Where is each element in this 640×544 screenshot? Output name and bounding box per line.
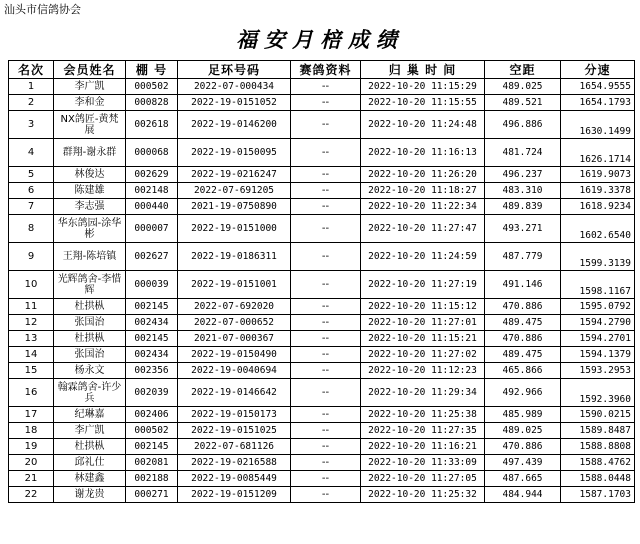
- column-header-rank: 名次: [9, 61, 54, 79]
- cell-info: --: [291, 199, 361, 215]
- cell-ring: 2022-19-0085449: [178, 471, 291, 487]
- cell-speed: 1589.8487: [561, 423, 635, 439]
- results-table: [8, 60, 635, 503]
- cell-rank: 3: [9, 111, 54, 139]
- table-row: [9, 243, 635, 271]
- column-header-time: 归 巢 时 间: [361, 61, 485, 79]
- cell-member: 王翔-陈培镇: [54, 243, 126, 271]
- cell-time: 2022-10-20 11:15:21: [361, 331, 485, 347]
- cell-ring: 2022-07-681126: [178, 439, 291, 455]
- cell-loft: 002434: [126, 347, 178, 363]
- cell-ring: 2022-19-0216588: [178, 455, 291, 471]
- cell-loft: 000502: [126, 79, 178, 95]
- cell-ring: 2022-19-0146642: [178, 379, 291, 407]
- cell-info: --: [291, 139, 361, 167]
- cell-ring: 2022-19-0186311: [178, 243, 291, 271]
- table-row: [9, 455, 635, 471]
- cell-speed: 1587.1703: [561, 487, 635, 503]
- table-body: [9, 79, 635, 503]
- cell-ring: 2022-19-0040694: [178, 363, 291, 379]
- cell-rank: 13: [9, 331, 54, 347]
- cell-ring: 2022-19-0151209: [178, 487, 291, 503]
- cell-speed: 1619.3378: [561, 183, 635, 199]
- cell-time: 2022-10-20 11:16:21: [361, 439, 485, 455]
- cell-ring: 2022-19-0216247: [178, 167, 291, 183]
- cell-member: 李广凯: [54, 423, 126, 439]
- cell-rank: 6: [9, 183, 54, 199]
- cell-speed: 1595.0792: [561, 299, 635, 315]
- cell-rank: 17: [9, 407, 54, 423]
- cell-time: 2022-10-20 11:27:47: [361, 215, 485, 243]
- cell-info: --: [291, 407, 361, 423]
- cell-time: 2022-10-20 11:27:05: [361, 471, 485, 487]
- table-row: [9, 379, 635, 407]
- cell-distance: 484.944: [485, 487, 561, 503]
- cell-rank: 18: [9, 423, 54, 439]
- column-header-member: 会员姓名: [54, 61, 126, 79]
- cell-info: --: [291, 111, 361, 139]
- cell-info: --: [291, 315, 361, 331]
- cell-member: 林俊达: [54, 167, 126, 183]
- cell-loft: 002627: [126, 243, 178, 271]
- table-row: [9, 363, 635, 379]
- cell-loft: 002356: [126, 363, 178, 379]
- cell-member: 光辉鸽舍-李惜辉: [54, 271, 126, 299]
- cell-ring: 2022-19-0146200: [178, 111, 291, 139]
- table-row: [9, 407, 635, 423]
- cell-time: 2022-10-20 11:25:38: [361, 407, 485, 423]
- cell-info: --: [291, 455, 361, 471]
- cell-ring: 2021-07-000367: [178, 331, 291, 347]
- cell-time: 2022-10-20 11:22:34: [361, 199, 485, 215]
- organization-name: 汕头市信鸽协会: [4, 3, 81, 16]
- cell-speed: 1602.6540: [561, 215, 635, 243]
- cell-member: 杜拱枞: [54, 439, 126, 455]
- cell-distance: 485.989: [485, 407, 561, 423]
- cell-speed: 1588.8808: [561, 439, 635, 455]
- table-row: [9, 271, 635, 299]
- cell-distance: 489.025: [485, 423, 561, 439]
- cell-loft: 000828: [126, 95, 178, 111]
- cell-rank: 14: [9, 347, 54, 363]
- cell-rank: 12: [9, 315, 54, 331]
- cell-speed: 1594.1379: [561, 347, 635, 363]
- cell-ring: 2022-19-0151000: [178, 215, 291, 243]
- cell-ring: 2022-19-0151001: [178, 271, 291, 299]
- cell-info: --: [291, 271, 361, 299]
- cell-time: 2022-10-20 11:15:12: [361, 299, 485, 315]
- cell-ring: 2022-07-000434: [178, 79, 291, 95]
- cell-ring: 2022-19-0150173: [178, 407, 291, 423]
- cell-rank: 19: [9, 439, 54, 455]
- cell-distance: 489.521: [485, 95, 561, 111]
- cell-distance: 465.866: [485, 363, 561, 379]
- page-title: 福安月棓成绩: [236, 27, 404, 52]
- cell-time: 2022-10-20 11:24:48: [361, 111, 485, 139]
- cell-loft: 002148: [126, 183, 178, 199]
- cell-time: 2022-10-20 11:27:19: [361, 271, 485, 299]
- table-row: [9, 139, 635, 167]
- cell-speed: 1590.0215: [561, 407, 635, 423]
- cell-member: 张国治: [54, 347, 126, 363]
- cell-loft: 000068: [126, 139, 178, 167]
- cell-distance: 493.271: [485, 215, 561, 243]
- table-row: [9, 215, 635, 243]
- cell-member: 杜拱枞: [54, 331, 126, 347]
- table-row: [9, 487, 635, 503]
- cell-member: 纪琳嘉: [54, 407, 126, 423]
- cell-info: --: [291, 95, 361, 111]
- cell-distance: 487.779: [485, 243, 561, 271]
- cell-loft: 000440: [126, 199, 178, 215]
- cell-time: 2022-10-20 11:15:55: [361, 95, 485, 111]
- table-row: [9, 347, 635, 363]
- cell-distance: 470.886: [485, 439, 561, 455]
- cell-distance: 481.724: [485, 139, 561, 167]
- cell-speed: 1654.1793: [561, 95, 635, 111]
- cell-member: 张国治: [54, 315, 126, 331]
- cell-distance: 491.146: [485, 271, 561, 299]
- cell-time: 2022-10-20 11:24:59: [361, 243, 485, 271]
- cell-member: 陈建雄: [54, 183, 126, 199]
- table-row: [9, 471, 635, 487]
- cell-info: --: [291, 439, 361, 455]
- cell-member: 华东鸽园-涂华彬: [54, 215, 126, 243]
- table-row: [9, 199, 635, 215]
- cell-time: 2022-10-20 11:27:02: [361, 347, 485, 363]
- cell-distance: 497.439: [485, 455, 561, 471]
- cell-rank: 2: [9, 95, 54, 111]
- cell-ring: 2022-07-691205: [178, 183, 291, 199]
- cell-loft: 000039: [126, 271, 178, 299]
- cell-info: --: [291, 243, 361, 271]
- cell-speed: 1588.4762: [561, 455, 635, 471]
- cell-loft: 002629: [126, 167, 178, 183]
- cell-distance: 489.839: [485, 199, 561, 215]
- table-row: [9, 331, 635, 347]
- cell-rank: 4: [9, 139, 54, 167]
- cell-rank: 16: [9, 379, 54, 407]
- cell-time: 2022-10-20 11:29:34: [361, 379, 485, 407]
- cell-speed: 1618.9234: [561, 199, 635, 215]
- cell-loft: 002406: [126, 407, 178, 423]
- cell-ring: 2022-19-0150490: [178, 347, 291, 363]
- cell-rank: 8: [9, 215, 54, 243]
- cell-loft: 002145: [126, 299, 178, 315]
- table-row: [9, 167, 635, 183]
- cell-distance: 496.237: [485, 167, 561, 183]
- cell-rank: 7: [9, 199, 54, 215]
- table-row: [9, 111, 635, 139]
- cell-member: 杨永文: [54, 363, 126, 379]
- cell-distance: 489.475: [485, 347, 561, 363]
- column-header-info: 赛鸽资料: [291, 61, 361, 79]
- cell-ring: 2022-19-0151025: [178, 423, 291, 439]
- cell-time: 2022-10-20 11:12:23: [361, 363, 485, 379]
- table-row: [9, 79, 635, 95]
- table-header-row: [9, 61, 635, 79]
- cell-distance: 492.966: [485, 379, 561, 407]
- cell-member: 李志强: [54, 199, 126, 215]
- cell-speed: 1588.0448: [561, 471, 635, 487]
- table-row: [9, 95, 635, 111]
- cell-member: 林建鑫: [54, 471, 126, 487]
- cell-ring: 2022-19-0151052: [178, 95, 291, 111]
- cell-rank: 1: [9, 79, 54, 95]
- cell-speed: 1626.1714: [561, 139, 635, 167]
- cell-info: --: [291, 487, 361, 503]
- column-header-ring: 足环号码: [178, 61, 291, 79]
- column-header-distance: 空距: [485, 61, 561, 79]
- cell-distance: 470.886: [485, 299, 561, 315]
- cell-rank: 22: [9, 487, 54, 503]
- cell-time: 2022-10-20 11:15:29: [361, 79, 485, 95]
- cell-ring: 2022-07-692020: [178, 299, 291, 315]
- cell-rank: 10: [9, 271, 54, 299]
- cell-speed: 1592.3960: [561, 379, 635, 407]
- table-row: [9, 439, 635, 455]
- cell-loft: 002188: [126, 471, 178, 487]
- cell-info: --: [291, 471, 361, 487]
- cell-member: 杜拱枞: [54, 299, 126, 315]
- cell-info: --: [291, 347, 361, 363]
- cell-rank: 11: [9, 299, 54, 315]
- cell-info: --: [291, 167, 361, 183]
- cell-member: 李广凯: [54, 79, 126, 95]
- cell-time: 2022-10-20 11:16:13: [361, 139, 485, 167]
- cell-speed: 1593.2953: [561, 363, 635, 379]
- cell-distance: 496.886: [485, 111, 561, 139]
- cell-rank: 15: [9, 363, 54, 379]
- cell-info: --: [291, 331, 361, 347]
- cell-time: 2022-10-20 11:27:35: [361, 423, 485, 439]
- cell-info: --: [291, 183, 361, 199]
- cell-rank: 9: [9, 243, 54, 271]
- cell-ring: 2022-07-000652: [178, 315, 291, 331]
- cell-speed: 1599.3139: [561, 243, 635, 271]
- table-row: [9, 183, 635, 199]
- cell-speed: 1594.2790: [561, 315, 635, 331]
- cell-distance: 489.025: [485, 79, 561, 95]
- table-row: [9, 423, 635, 439]
- cell-rank: 5: [9, 167, 54, 183]
- cell-time: 2022-10-20 11:33:09: [361, 455, 485, 471]
- cell-info: --: [291, 79, 361, 95]
- cell-time: 2022-10-20 11:25:32: [361, 487, 485, 503]
- cell-speed: 1619.9073: [561, 167, 635, 183]
- cell-info: --: [291, 215, 361, 243]
- cell-loft: 002618: [126, 111, 178, 139]
- cell-loft: 002081: [126, 455, 178, 471]
- cell-distance: 489.475: [485, 315, 561, 331]
- cell-info: --: [291, 379, 361, 407]
- cell-member: 邱礼仕: [54, 455, 126, 471]
- cell-time: 2022-10-20 11:26:20: [361, 167, 485, 183]
- cell-info: --: [291, 423, 361, 439]
- cell-loft: 002145: [126, 331, 178, 347]
- cell-loft: 000271: [126, 487, 178, 503]
- cell-time: 2022-10-20 11:18:27: [361, 183, 485, 199]
- cell-info: --: [291, 363, 361, 379]
- column-header-loft: 棚 号: [126, 61, 178, 79]
- cell-distance: 487.665: [485, 471, 561, 487]
- cell-distance: 470.886: [485, 331, 561, 347]
- cell-member: 翰霖鸽舍-许少兵: [54, 379, 126, 407]
- cell-speed: 1654.9555: [561, 79, 635, 95]
- cell-ring: 2021-19-0750890: [178, 199, 291, 215]
- cell-speed: 1598.1167: [561, 271, 635, 299]
- cell-loft: 002039: [126, 379, 178, 407]
- table-row: [9, 299, 635, 315]
- cell-member: 群翔-谢永群: [54, 139, 126, 167]
- cell-loft: 002145: [126, 439, 178, 455]
- cell-member: NX鸽匠-黄梵展: [54, 111, 126, 139]
- cell-rank: 20: [9, 455, 54, 471]
- cell-distance: 483.310: [485, 183, 561, 199]
- cell-member: 李和金: [54, 95, 126, 111]
- cell-ring: 2022-19-0150095: [178, 139, 291, 167]
- cell-loft: 002434: [126, 315, 178, 331]
- cell-speed: 1630.1499: [561, 111, 635, 139]
- cell-loft: 000502: [126, 423, 178, 439]
- cell-time: 2022-10-20 11:27:01: [361, 315, 485, 331]
- cell-info: --: [291, 299, 361, 315]
- cell-member: 谢龙贵: [54, 487, 126, 503]
- cell-rank: 21: [9, 471, 54, 487]
- cell-speed: 1594.2701: [561, 331, 635, 347]
- table-row: [9, 315, 635, 331]
- cell-loft: 000007: [126, 215, 178, 243]
- column-header-speed: 分速: [561, 61, 635, 79]
